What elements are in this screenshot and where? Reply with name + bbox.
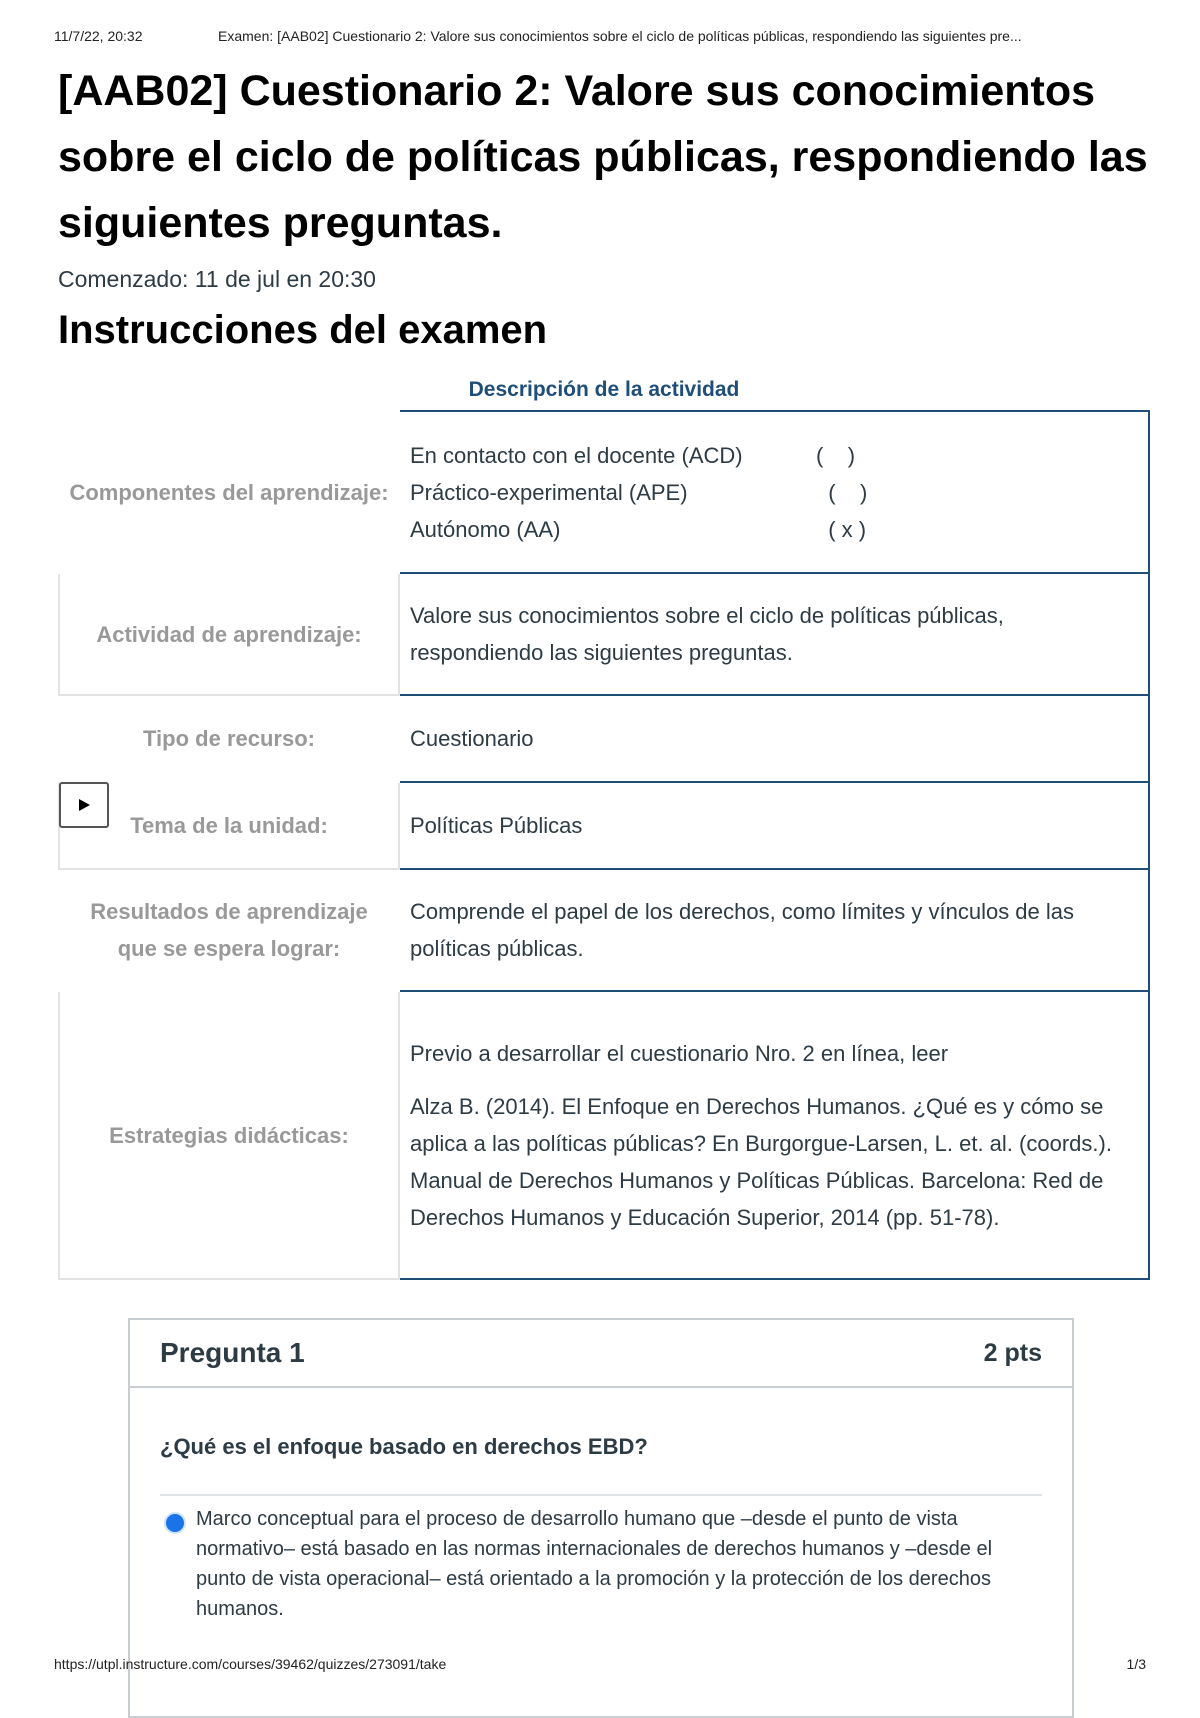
- component-mark: ( ): [816, 479, 868, 505]
- answer-text: Marco conceptual para el proceso de desarrollo humano que –desde el punto de vista normativo– está basado en las normas internacionales de derechos humanos y –desde el punto de vista operacional– está orientado a la promoción y la protección de los derechos humanos.: [196, 1508, 993, 1620]
- estrategias-label: Estrategias didácticas:: [59, 991, 399, 1279]
- activity-table-caption: Descripción de la actividad: [468, 378, 740, 401]
- table-row: [59, 782, 1149, 869]
- print-footer: [54, 1656, 1146, 1672]
- estrategias-intro: Previo a desarrollar el cuestionario Nro. 2 en línea, leer: [410, 1040, 949, 1066]
- print-url: https://utpl.instructure.com/courses/39462/quizzes/273091/take: [54, 1656, 447, 1672]
- question-text: ¿Qué es el enfoque basado en derechos EBD?: [160, 1434, 648, 1459]
- table-row: [59, 991, 1149, 1279]
- component-line: [410, 437, 1138, 474]
- print-date: 11/7/22, 20:32: [54, 28, 143, 44]
- component-name: En contacto con el docente (ACD): [410, 442, 743, 468]
- table-row: [59, 869, 1149, 991]
- estrategias-value: [399, 991, 1149, 1279]
- actividad-label: Actividad de aprendizaje:: [59, 573, 399, 695]
- play-video-button[interactable]: [59, 782, 109, 828]
- play-icon: [76, 797, 92, 813]
- component-mark: ( x ): [816, 516, 867, 542]
- tema-unidad-label: Tema de la unidad:: [59, 782, 399, 869]
- answer-option[interactable]: [160, 1504, 1042, 1624]
- print-document-title: Examen: [AAB02] Cuestionario 2: Valore sus conocimientos sobre el ciclo de políticas públicas, respondiendo las siguientes pre...: [218, 28, 1022, 44]
- print-header: [54, 28, 1146, 44]
- activity-description-table: [58, 410, 1150, 1280]
- tema-unidad-value: Políticas Públicas: [399, 782, 1149, 869]
- question-points: 2 pts: [983, 1338, 1042, 1367]
- component-line: [410, 474, 1138, 511]
- question-number: Pregunta 1: [160, 1337, 305, 1368]
- component-name: Práctico-experimental (APE): [410, 479, 688, 505]
- table-row: [59, 573, 1149, 695]
- resultados-value: Comprende el papel de los derechos, como límites y vínculos de las políticas públicas.: [399, 869, 1149, 991]
- component-mark: ( ): [816, 442, 856, 468]
- quiz-title: [AAB02] Cuestionario 2: Valore sus conocimientos sobre el ciclo de políticas públicas, respondiendo las siguientes preguntas.: [58, 67, 1148, 247]
- tipo-recurso-value: Cuestionario: [399, 695, 1149, 782]
- table-row: [59, 411, 1149, 573]
- radio-selected-icon[interactable]: [164, 1512, 186, 1534]
- resultados-label: Resultados de aprendizaje que se espera lograr:: [90, 899, 368, 961]
- component-name: Autónomo (AA): [410, 516, 561, 542]
- started-timestamp: Comenzado: 11 de jul en 20:30: [58, 266, 376, 292]
- table-row: [59, 695, 1149, 782]
- component-line: [410, 511, 1138, 548]
- componentes-value: [399, 411, 1149, 573]
- estrategias-reference: Alza B. (2014). El Enfoque en Derechos Humanos. ¿Qué es y cómo se aplica a las políticas públicas? En Burgorgue-Larsen, L. et. al. (coords.). Manual de Derechos Humanos y Políticas Públicas. Barcelona: Red de Derechos Humanos y Educación Superior, 2014 (pp. 51-78).: [410, 1093, 1112, 1230]
- answer-divider: [160, 1494, 1042, 1496]
- instructions-heading: Instrucciones del examen: [58, 308, 548, 352]
- tipo-recurso-label: Tipo de recurso:: [143, 726, 315, 751]
- actividad-value: Valore sus conocimientos sobre el ciclo de políticas públicas, respondiendo las siguientes preguntas.: [399, 573, 1149, 695]
- question-header: [130, 1320, 1072, 1388]
- page-number: 1/3: [1126, 1656, 1146, 1672]
- componentes-label: Componentes del aprendizaje:: [69, 479, 389, 505]
